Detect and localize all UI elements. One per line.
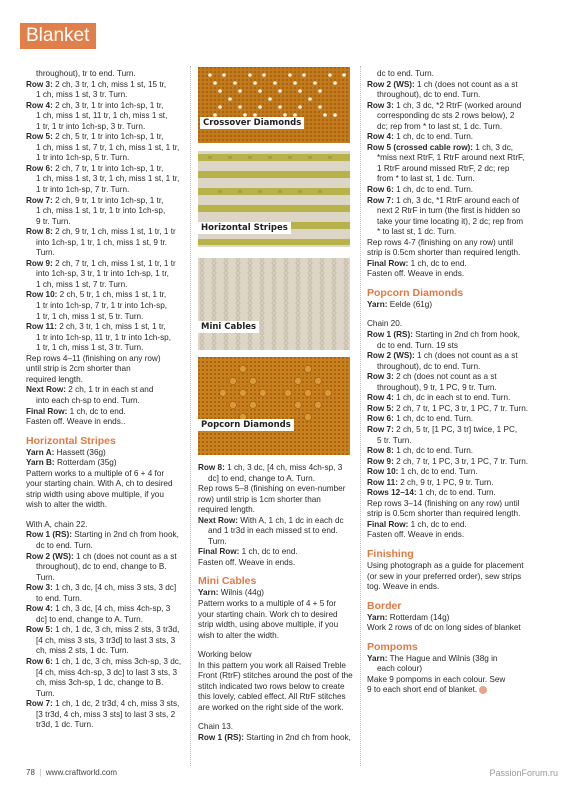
popcorn-diamonds-swatch	[198, 357, 350, 455]
pattern-line: Using photograph as a guide for placement	[367, 560, 524, 570]
pattern-line: Row 8: 1 ch, 3 dc, [4 ch, miss 4ch-sp, 3	[198, 463, 343, 472]
crossover-diamonds-pattern	[198, 67, 350, 143]
row-label: Row 5:	[26, 132, 53, 142]
pattern-line: Row 6: 1 ch, dc to end. Turn.	[367, 414, 474, 424]
pattern-line: wish to alter the width.	[26, 500, 108, 510]
horizontal-stripes-swatch	[198, 151, 350, 247]
row-label: Yarn:	[367, 612, 388, 622]
spacer	[198, 641, 358, 650]
pattern-line: Row 7: 2 ch, 9 tr, 1 tr into 1ch-sp, 1 tr,	[26, 195, 164, 205]
pattern-line: Rep rows 5–8 (finishing on even-number	[198, 484, 346, 494]
pattern-line: are worked on the right side of the work.	[198, 702, 344, 712]
pattern-line: from * to last st, 1 dc. Turn.	[377, 174, 475, 184]
section-heading: Pompoms	[367, 640, 418, 653]
row-label: Row 6:	[367, 414, 394, 424]
pattern-line: tog. Weave in ends.	[367, 582, 440, 592]
pattern-line: into 1ch-sp, 1 tr, 1 ch, miss 1 st, 9 tr. Turn.	[36, 237, 168, 258]
pattern-line: Work 2 rows of dc on long sides of blanket	[367, 623, 521, 633]
pattern-line: Row 5: 2 ch, 7 tr, 1 PC, 3 tr, 1 PC, 7 tr. Turn.	[367, 403, 529, 413]
pattern-line: Row 5 (crossed cable row): 1 ch, 3 dc,	[367, 142, 514, 152]
row-label: Row 8:	[198, 463, 225, 472]
crossover-diamonds-swatch	[198, 67, 350, 143]
pattern-line: Working below	[198, 650, 252, 660]
horizontal-stripes-label: Horizontal Stripes	[198, 222, 291, 234]
pattern-line: Row 3: 2 ch (does not count as a st	[367, 372, 497, 382]
pattern-column-3	[367, 69, 541, 696]
pattern-line: until strip is 2cm shorter than	[26, 364, 131, 374]
pattern-line: Yarn: Rotterdam (14g)	[367, 612, 450, 622]
pattern-line: 1 tr into 1ch-sp, 7 tr. Turn.	[36, 185, 130, 195]
pattern-line: Row 3: 1 ch, 3 dc, [4 ch, miss 3 sts, 3 dc]	[26, 583, 177, 593]
pattern-line: 1 tr into 1ch-sp, 11 tr, 1 tr into 1ch-sp,	[36, 332, 172, 342]
row-label: Row 11:	[26, 322, 57, 332]
row-label: Final Row:	[26, 406, 68, 416]
pattern-column-1	[26, 69, 182, 731]
row-label: Row 5:	[26, 625, 53, 635]
pattern-line: ch, miss 3ch-sp, 1 dc, change to B. Turn.	[36, 678, 164, 698]
pattern-line: [4 ch, miss 4ch-sp, 3 dc] to last 3 sts, 3	[36, 667, 178, 677]
row-label: Row 1 (RS):	[367, 330, 413, 340]
pattern-line: Front (RtrF) stitches around the post of the	[198, 671, 353, 681]
popcorn-diamonds-pattern	[198, 357, 350, 455]
pattern-line: Row 4: 2 ch, 3 tr, 1 tr into 1ch-sp, 1 tr,	[26, 100, 164, 110]
pattern-line: Yarn: The Hague and Wilnis (38g in	[367, 653, 498, 663]
pattern-line: Row 8: 1 ch, dc to end. Turn.	[367, 446, 474, 456]
pattern-line: Yarn B: Rotterdam (35g)	[26, 458, 117, 468]
pattern-line: strip width using above multiple, if you	[26, 489, 164, 499]
row-label: Row 7:	[26, 699, 53, 709]
spacer	[26, 511, 182, 520]
pattern-line: Fasten off. Weave in ends.	[198, 557, 296, 567]
pattern-line: Row 6: 1 ch, dc to end. Turn.	[367, 185, 474, 195]
pattern-line: Fasten off. Weave in ends..	[26, 417, 126, 427]
pattern-line: strip is 0.5cm shorter than required length.	[367, 248, 521, 258]
row-label: Row 3:	[367, 100, 394, 110]
row-label: Row 9:	[367, 456, 394, 466]
pattern-line: Fasten off. Weave in ends.	[367, 530, 465, 540]
page-footer: 78 | www.craftworld.com	[26, 768, 118, 777]
pattern-line: 1 ch, miss 1 st, 11 tr, 1 ch, miss 1 st,	[36, 111, 168, 121]
pattern-line: Row 7: 1 ch, 1 dc, 2 tr3d, 4 ch, miss 3 sts,	[26, 699, 180, 709]
pattern-line: into each ch-sp to end. Turn.	[36, 395, 140, 405]
pattern-line: With A, chain 22.	[26, 519, 88, 529]
row-label: Final Row:	[198, 547, 240, 557]
row-label: Row 3:	[367, 372, 394, 382]
pattern-line: 1 ch, miss 1 st, 7 tr. Turn.	[36, 279, 128, 289]
pattern-line: throughout), dc to end. Turn.	[377, 90, 481, 100]
section-heading: Horizontal Stripes	[26, 434, 116, 447]
row-label: Row 5 (crossed cable row):	[367, 142, 474, 152]
row-label: Row 7:	[367, 195, 394, 205]
pattern-line: to end. Turn.	[36, 593, 82, 603]
pattern-line: next 2 RtrF in turn (the first is hidden so	[377, 206, 521, 216]
pattern-line: Final Row: 1 ch, dc to end.	[367, 519, 467, 529]
pattern-line: your starting chain. With A, ch to desired	[26, 479, 173, 489]
pattern-line: required length.	[26, 374, 83, 384]
row-label: Row 8:	[367, 446, 394, 456]
pattern-line: dc] to end, change to A. Turn.	[36, 614, 143, 624]
pattern-line: 1 ch, miss 1 st, 3 tr, 1 ch, miss 1 st, 1 tr,	[36, 174, 180, 184]
pattern-line: row) until strip is 1cm shorter than	[198, 494, 321, 504]
row-label: Row 7:	[26, 195, 53, 205]
pattern-line: ch, miss 2 sts, 1 dc. Turn.	[36, 646, 129, 656]
pattern-line: 1 ch, miss 1 st, 7 tr, 1 ch, miss 1 st, 1 tr,	[36, 142, 180, 152]
pattern-line: Yarn A: Hassett (36g)	[26, 447, 106, 457]
section-heading: Mini Cables	[198, 575, 257, 588]
pattern-line: Final Row: 1 ch, dc to end.	[367, 258, 467, 268]
pattern-line: 5 tr. Turn.	[377, 435, 412, 445]
pattern-line: Row 4: 1 ch, dc to end. Turn.	[367, 132, 474, 142]
pattern-line: strip width, using above multiple, if you	[198, 620, 339, 630]
pattern-line: throughout), dc to end, change to B. Turn.	[36, 562, 167, 582]
pattern-line: wish to alter the width.	[198, 630, 280, 640]
column-divider	[360, 66, 361, 766]
pattern-line: Row 2 (WS): 1 ch (does not count as a st	[367, 351, 518, 361]
row-label: Row 4:	[26, 100, 53, 110]
end-mark-icon	[479, 686, 487, 694]
pattern-line: Row 2 (WS): 1 ch (does not count as a st	[367, 79, 518, 89]
pattern-column-2	[198, 463, 358, 744]
row-label: Yarn:	[367, 299, 388, 309]
pattern-line: Row 9: 2 ch, 7 tr, 1 ch, miss 1 st, 1 tr, 1 tr	[26, 258, 176, 268]
row-label: Yarn A:	[26, 447, 55, 457]
pattern-line: this lovely, cabled effect. All RtrF stitches	[198, 692, 346, 702]
row-label: Row 10:	[26, 290, 58, 300]
row-label: Row 11:	[367, 477, 398, 487]
popcorn-diamonds-label: Popcorn Diamonds	[198, 419, 294, 431]
pattern-line: throughout), tr to end. Turn.	[36, 69, 136, 78]
row-label: Row 1 (RS):	[26, 530, 72, 540]
pattern-line: Next Row: With A, 1 ch, 1 dc in each dc	[198, 515, 344, 525]
pattern-line: 1 ch, miss 1 st, 1 tr, 1 tr into 1ch-sp,	[36, 206, 166, 216]
row-label: Yarn:	[367, 653, 388, 663]
pattern-line: Row 10: 1 ch, dc to end. Turn.	[367, 467, 478, 477]
pattern-line: Row 1 (RS): Starting in 2nd ch from hook,	[198, 733, 351, 743]
row-label: Row 4:	[367, 393, 394, 403]
pattern-line: Rep rows 4-7 (finishing on any row) until	[367, 237, 514, 247]
pattern-line: into 1ch-sp, 3 tr, 1 tr into 1ch-sp, 1 tr,	[36, 269, 169, 279]
pattern-line: Chain 13.	[198, 722, 234, 732]
row-label: Row 5:	[367, 403, 394, 413]
row-label: Row 6:	[26, 656, 53, 666]
row-label: Yarn:	[198, 588, 219, 598]
pattern-line: Row 9: 2 ch, 7 tr, 1 PC, 3 tr, 1 PC, 7 tr. Turn.	[367, 456, 529, 466]
pattern-line: Row 2 (WS): 1 ch (does not count as a st	[26, 551, 177, 561]
pattern-line: corresponding dc sts 2 rows below), 2	[377, 111, 515, 121]
pattern-line: your starting chain. Work ch to desired	[198, 609, 338, 619]
mini-cables-swatch	[198, 258, 350, 350]
pattern-line: take your time locating it), 2 dc; rep from	[377, 216, 524, 226]
row-label: Row 10:	[367, 467, 399, 477]
row-label: Row 3:	[26, 79, 53, 89]
pattern-line: Row 1 (RS): Starting in 2nd ch from hook,	[367, 330, 520, 340]
pattern-line: Rep rows 4–11 (finishing on any row)	[26, 353, 161, 363]
pattern-line: Row 7: 2 ch, 5 tr, [1 PC, 3 tr] twice, 1 PC,	[367, 424, 518, 434]
pattern-line: Row 10: 2 ch, 5 tr, 1 ch, miss 1 st, 1 tr,	[26, 290, 167, 300]
spacer	[198, 713, 358, 722]
row-label: Rows 12–14:	[367, 488, 417, 498]
pattern-line: 9 to each short end of blanket.	[367, 685, 541, 696]
pattern-line: Next Row: 2 ch, 1 tr in each st and	[26, 385, 154, 395]
pattern-line: Row 1 (RS): Starting in 2nd ch from hook,	[26, 530, 179, 540]
pattern-line: Row 5: 2 ch, 5 tr, 1 tr into 1ch-sp, 1 tr,	[26, 132, 164, 142]
pattern-line: Pattern works to a multiple of 4 + 5 for	[198, 599, 337, 609]
pattern-line: Make 9 pompoms in each colour. Sew	[367, 674, 506, 684]
crossover-diamonds-label: Crossover Diamonds	[200, 117, 304, 129]
row-label: Final Row:	[367, 258, 409, 268]
pattern-line: Yarn: Wilnis (44g)	[198, 588, 264, 598]
row-label: Row 9:	[26, 258, 53, 268]
row-label: Row 1 (RS):	[198, 733, 244, 743]
pattern-line: each colour)	[377, 664, 423, 674]
row-label: Row 3:	[26, 583, 53, 593]
pattern-line: dc to end. Turn. 19 sts	[377, 340, 459, 350]
pattern-line: 1 tr into 1ch-sp, 7 tr, 1 tr into 1ch-sp,	[36, 301, 168, 311]
pattern-line: 1 tr, 1 tr into 1ch-sp, 3 tr. Turn.	[36, 121, 146, 131]
section-title-tab	[20, 23, 96, 49]
pattern-line: Row 11: 2 ch, 3 tr, 1 ch, miss 1 st, 1 tr,	[26, 322, 166, 332]
pattern-line: Row 3: 1 ch, 3 dc, *2 RtrF (worked around	[367, 100, 522, 110]
pattern-line: Final Row: 1 ch, dc to end.	[198, 547, 298, 557]
row-label: Final Row:	[367, 519, 409, 529]
section-heading: Finishing	[367, 547, 414, 560]
pattern-line: Row 6: 2 ch, 7 tr, 1 tr into 1ch-sp, 1 tr,	[26, 163, 164, 173]
mini-cables-pattern	[198, 258, 350, 350]
pattern-line: dc to end. Turn.	[36, 540, 93, 550]
pattern-line: [3 tr3d, 4 ch, miss 3 sts] to last 3 sts, 2	[36, 709, 176, 719]
column-divider	[190, 66, 191, 766]
watermark: PassionForum.ru	[489, 768, 558, 778]
row-label: Row 4:	[367, 132, 394, 142]
page-number: 78	[26, 768, 35, 777]
website-link[interactable]: www.craftworld.com	[45, 768, 118, 777]
pattern-line: Yarn: Eelde (61g)	[367, 299, 433, 309]
pattern-line: 9 tr. Turn.	[36, 216, 71, 226]
section-heading: Border	[367, 599, 402, 612]
row-label: Next Row:	[198, 515, 239, 525]
pattern-line: (or sew in your preferred order), sew strips	[367, 571, 522, 581]
row-label: Row 7:	[367, 424, 394, 434]
pattern-line: 1 ch, miss 1 st, 3 tr. Turn.	[36, 90, 128, 100]
pattern-line: Row 5: 1 ch, 1 dc, 3 ch, miss 2 sts, 3 tr3d,	[26, 625, 180, 635]
pattern-line: Row 11: 2 ch, 9 tr, 1 PC, 9 tr. Turn.	[367, 477, 494, 487]
pattern-line: Final Row: 1 ch, dc to end.	[26, 406, 126, 416]
pattern-line: throughout), dc to end. Turn.	[377, 361, 481, 371]
pattern-line: throughout), 9 tr, 1 PC, 9 tr. Turn.	[377, 382, 497, 392]
row-label: Row 4:	[26, 604, 53, 614]
section-heading: Popcorn Diamonds	[367, 286, 464, 299]
pattern-line: * to last st, 1 dc. Turn.	[377, 227, 457, 237]
pattern-line: strip is 0.5cm shorter than required length.	[367, 509, 521, 519]
pattern-line: Row 3: 2 ch, 3 tr, 1 ch, miss 1 st, 15 tr,	[26, 79, 167, 89]
pattern-line: Fasten off. Weave in ends.	[367, 269, 465, 279]
row-label: Row 6:	[367, 185, 394, 195]
row-label: Next Row:	[26, 385, 67, 395]
pattern-line: 1 tr, 1 ch, miss 1 st, 5 tr. Turn.	[36, 311, 144, 321]
pattern-line: Rep rows 3–14 (finishing on any row) until	[367, 498, 520, 508]
pattern-line: required length.	[198, 505, 255, 515]
pattern-line: *miss next RtrF, 1 RtrF around next RtrF,	[377, 153, 525, 163]
row-label: Yarn B:	[26, 458, 55, 468]
pattern-line: dc to end. Turn.	[377, 69, 434, 78]
row-label: Row 8:	[26, 227, 53, 237]
row-label: Row 6:	[26, 163, 53, 173]
spacer	[367, 310, 541, 319]
pattern-line: Row 8: 2 ch, 9 tr, 1 ch, miss 1 st, 1 tr, 1 tr	[26, 227, 176, 237]
pattern-line: Row 4: 1 ch, 3 dc, [4 ch, miss 4ch-sp, 3	[26, 604, 171, 614]
pattern-line: dc; rep from * to last st, 1 dc. Turn.	[377, 121, 503, 131]
row-label: Row 2 (WS):	[367, 79, 415, 89]
pattern-line: Pattern works to a multiple of 6 + 4 for	[26, 468, 165, 478]
pattern-line: Chain 20.	[367, 319, 403, 329]
pattern-line: tr3d, 1 dc. Turn.	[36, 720, 94, 730]
pattern-line: Row 6: 1 ch, 1 dc, 3 ch, miss 3ch-sp, 3 dc,	[26, 656, 182, 666]
row-label: Row 2 (WS):	[367, 351, 415, 361]
pattern-line: Row 4: 1 ch, dc in each st to end. Turn.	[367, 393, 511, 403]
pattern-line: [4 ch, miss 3 sts, 3 tr3d] to last 3 sts, 3	[36, 635, 176, 645]
pattern-line: In this pattern you work all Raised Treble	[198, 660, 346, 670]
pattern-line: 1 tr, 1 ch, miss 1 st, 3 tr. Turn.	[36, 343, 144, 353]
pattern-line: stitch indicated two rows below to create	[198, 681, 345, 691]
pattern-line: 1 RtrF around missed RtrF, 2 dc; rep	[377, 163, 510, 173]
pattern-line: and 1 tr3d in each missed st to end. Turn.	[208, 526, 338, 546]
mini-cables-label: Mini Cables	[198, 321, 259, 333]
pattern-line: Row 7: 1 ch, 3 dc, *1 RtrF around each of	[367, 195, 519, 205]
pattern-line: dc] to end, change to A. Turn.	[208, 473, 315, 483]
section-title: Blanket	[26, 25, 90, 46]
row-label: Row 2 (WS):	[26, 551, 74, 561]
pattern-line: 1 tr into 1ch-sp, 5 tr. Turn.	[36, 153, 130, 163]
pattern-line: Rows 12–14: 1 ch, dc to end. Turn.	[367, 488, 496, 498]
